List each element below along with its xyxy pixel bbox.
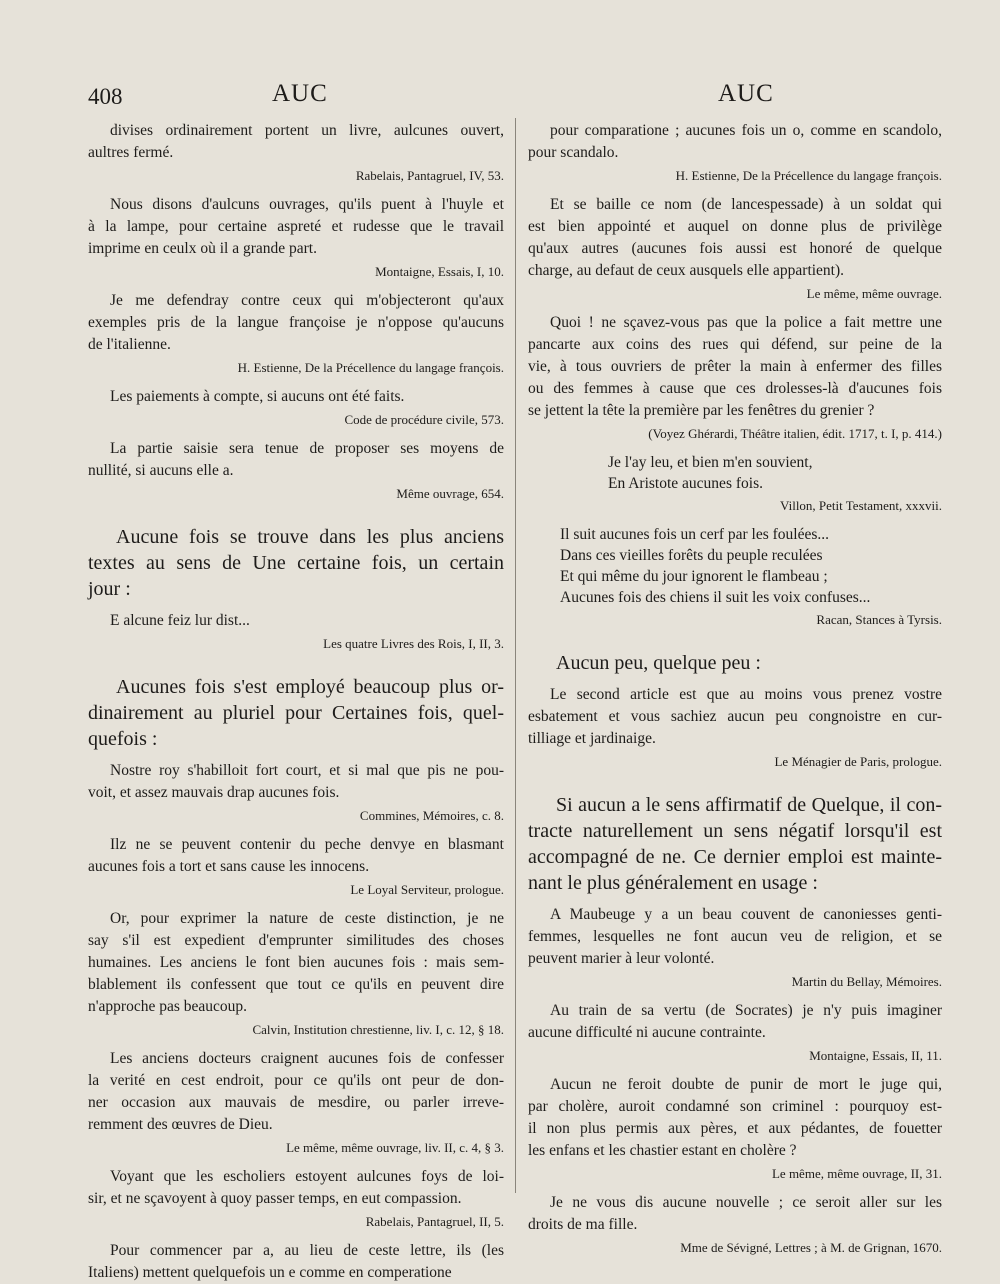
text-line: pour scandalo.	[528, 144, 619, 161]
entry	[88, 1240, 504, 1284]
text-line: Aucunes fois des chiens il suit les voix confuses...	[560, 589, 871, 606]
text-line: divises ordinairement portent un livre, aulcunes ouvert,	[110, 122, 504, 139]
text-line: est bien appointé et auquel on donne plus de privilège	[528, 218, 942, 235]
text-line: les enfans et les chastier estant en cholère ?	[528, 1142, 797, 1159]
right-column	[528, 120, 942, 1266]
text-line: Pour commencer par a, au lieu de ceste lettre, ils (les	[110, 1242, 504, 1259]
text-line: Et se baille ce nom (de lancespessade) à un soldat qui	[550, 196, 942, 213]
text-line: humaines. Les anciens le font bien aucunes fois : mais sem-	[88, 954, 504, 971]
entry	[528, 904, 942, 1000]
text-line: Nous disons d'aulcuns ouvrages, qu'ils puent à l'huyle et	[110, 196, 504, 213]
running-head-right: AUC	[718, 80, 774, 107]
text-line: say s'il est expedient d'emprunter similitudes des choses	[88, 932, 504, 949]
entry	[88, 194, 504, 290]
text-line: Il suit aucunes fois un cerf par les foulées...	[560, 526, 830, 543]
text-line: Nostre roy s'habilloit fort court, et si mal que pis ne pou-	[110, 762, 504, 779]
citation: Le même, même ouvrage, II, 31.	[771, 1166, 942, 1181]
text-line: il non plus permis aux pères, et aux pédantes, de fouetter	[528, 1120, 942, 1137]
text-line: de l'italienne.	[88, 336, 171, 353]
text-line: Au train de sa vertu (de Socrates) je n'y puis imaginer	[550, 1002, 942, 1019]
entry	[528, 120, 942, 194]
entry	[528, 792, 942, 896]
text-line: par cholère, auroit condamné son criminel : pourquoy est-	[528, 1098, 942, 1115]
citation: Rabelais, Pantagruel, II, 5.	[365, 1214, 504, 1229]
heading-line: Si aucun a le sens affirmatif de Quelque, il con-	[556, 794, 942, 816]
text-line: A Maubeuge y a un beau couvent de canoniesses genti-	[550, 906, 942, 923]
text-line: Dans ces vieilles forêts du peuple reculées	[560, 547, 823, 564]
text-line: Je l'ay leu, et bien m'en souvient,	[608, 454, 813, 471]
text-line: tilliage et jardinaige.	[528, 730, 656, 747]
entry	[88, 1048, 504, 1166]
heading-line: tracte naturellement un sens négatif lorsqu'il est	[528, 820, 942, 842]
text-line: La partie saisie sera tenue de proposer ses moyens de	[110, 440, 504, 457]
text-line: Quoi ! ne sçavez-vous pas que la police a fait mettre une	[550, 314, 942, 331]
entry	[88, 908, 504, 1048]
heading-line: jour :	[88, 578, 131, 600]
entry	[88, 610, 504, 662]
text-line: Italiens) mettent quelquefois un e comme en comperatione	[88, 1264, 452, 1281]
text-line: exemples pris de la langue françoise je n'oppose qu'aucuns	[88, 314, 504, 331]
citation: H. Estienne, De la Précellence du langage françois.	[675, 168, 942, 183]
text-line: ou des femmes à cause que ces drolesses-là d'aucunes fois	[528, 380, 942, 397]
entry	[528, 650, 942, 676]
citation: Martin du Bellay, Mémoires.	[791, 974, 942, 989]
citation: Code de procédure civile, 573.	[344, 412, 504, 427]
text-line: sir, et ne sçavoyent à quoy passer temps, en eut compassion.	[88, 1190, 462, 1207]
text-line: qu'aux autres (aucunes fois aussi est honoré de quelque	[528, 240, 942, 257]
text-line: droits de ma fille.	[528, 1216, 638, 1233]
text-line: vie, à tous ouvriers de prêter la main à enfermer des filles	[528, 358, 942, 375]
text-line: Et qui même du jour ignorent le flambeau ;	[560, 568, 828, 585]
left-column	[88, 120, 504, 1284]
text-line: se jettent la tête la première par les fenêtres du grenier ?	[528, 402, 875, 419]
citation: Montaigne, Essais, I, 10.	[375, 264, 504, 279]
page-number: 408	[88, 84, 123, 109]
running-head-left: AUC	[272, 80, 328, 107]
text-line: remment des œuvres de Dieu.	[88, 1116, 273, 1133]
citation: Calvin, Institution chrestienne, liv. I, c. 12, § 18.	[252, 1022, 504, 1037]
text-line: Ilz ne se peuvent contenir du peche denvye en blasmant	[110, 836, 504, 853]
text-line: Les anciens docteurs craignent aucunes fois de confesser	[110, 1050, 504, 1067]
citation: Rabelais, Pantagruel, IV, 53.	[355, 168, 504, 183]
entry	[88, 674, 504, 752]
text-line: imprime en ceulx où il a grande part.	[88, 240, 317, 257]
citation: Les quatre Livres des Rois, I, II, 3.	[323, 636, 504, 651]
citation: Racan, Stances à Tyrsis.	[816, 612, 942, 627]
text-line: la verité en cest endroit, pour ce qu'ils ont peur de don-	[88, 1072, 504, 1089]
column-divider	[515, 118, 516, 1193]
text-line: aultres fermé.	[88, 144, 174, 161]
text-line: Aucun ne feroit doubte de punir de mort le juge qui,	[550, 1076, 942, 1093]
entry	[528, 194, 942, 312]
text-line: Voyant que les escholiers estoyent aulcunes foys de loi-	[110, 1168, 504, 1185]
entry	[528, 452, 942, 524]
text-line: femmes, lesquelles ne font aucun veu de religion, et se	[528, 928, 942, 945]
citation: (Voyez Ghérardi, Théâtre italien, édit. 1717, t. I, p. 414.)	[648, 426, 942, 441]
text-line: nullité, si aucuns elle a.	[88, 462, 234, 479]
text-line: n'approche pas beaucoup.	[88, 998, 248, 1015]
citation: Même ouvrage, 654.	[396, 486, 504, 501]
text-line: voit, et assez mauvais drap aucunes fois.	[88, 784, 340, 801]
citation: Le même, même ouvrage.	[806, 286, 942, 301]
heading-line: Aucune fois se trouve dans les plus anciens	[116, 526, 504, 548]
heading-line: nant le plus généralement en usage :	[528, 872, 818, 894]
entry	[88, 290, 504, 386]
entry	[528, 524, 942, 638]
entry	[88, 1166, 504, 1240]
heading-line: textes au sens de Une certaine fois, un certain	[88, 552, 504, 574]
text-line: Je ne vous dis aucune nouvelle ; ce seroit aller sur les	[550, 1194, 942, 1211]
text-line: blablement ils confessent que tout ce qu'ils en peuvent dire	[88, 976, 504, 993]
heading-line: Aucun peu, quelque peu :	[556, 652, 761, 674]
entry	[88, 438, 504, 512]
citation: Commines, Mémoires, c. 8.	[359, 808, 504, 823]
citation: Montaigne, Essais, II, 11.	[809, 1048, 942, 1063]
heading-line: Aucunes fois s'est employé beaucoup plus or-	[116, 676, 504, 698]
text-line: ner occasion aux mauvais de mesdire, ou parler irreve-	[88, 1094, 504, 1111]
entry	[88, 386, 504, 438]
entry	[528, 1192, 942, 1266]
text-line: pancarte aux coins des rues qui défend, sur peine de la	[528, 336, 942, 353]
citation: H. Estienne, De la Précellence du langage françois.	[237, 360, 504, 375]
entry	[528, 312, 942, 452]
citation: Le Ménagier de Paris, prologue.	[774, 754, 942, 769]
text-line: charge, au defaut de ceux ausquels elle appartient).	[528, 262, 845, 279]
heading-line: dinairement au pluriel pour Certaines fois, quel-	[88, 702, 504, 724]
entry	[88, 120, 504, 194]
entry	[88, 834, 504, 908]
text-line: aucunes fois a tort et sans cause les innocens.	[88, 858, 370, 875]
text-line: à la lampe, pour certaine aspreté et rudesse que le travail	[88, 218, 504, 235]
text-line: aucune difficulté ni aucune contrainte.	[528, 1024, 766, 1041]
text-line: Le second article est que au moins vous prenez vostre	[550, 686, 942, 703]
text-line: Or, pour exprimer la nature de ceste distinction, je ne	[110, 910, 504, 927]
citation: Le même, même ouvrage, liv. II, c. 4, § 3.	[286, 1140, 504, 1155]
entry	[528, 1000, 942, 1074]
entry	[528, 1074, 942, 1192]
text-line: E alcune feiz lur dist...	[110, 612, 250, 629]
text-line: pour comparatione ; aucunes fois un o, comme en scandolo,	[550, 122, 942, 139]
citation: Mme de Sévigné, Lettres ; à M. de Grignan, 1670.	[680, 1240, 942, 1255]
citation: Le Loyal Serviteur, prologue.	[350, 882, 504, 897]
text-line: Les paiements à compte, si aucuns ont été faits.	[110, 388, 405, 405]
text-line: esbatement et vous sachiez aucun peu congnoistre en cur-	[528, 708, 942, 725]
text-line: Je me defendray contre ceux qui m'objecteront qu'aux	[110, 292, 504, 309]
text-line: En Aristote aucunes fois.	[608, 475, 763, 492]
entry	[88, 760, 504, 834]
heading-line: accompagné de ne. Ce dernier emploi est mainte-	[528, 846, 942, 868]
entry	[528, 684, 942, 780]
entry	[88, 524, 504, 602]
heading-line: quefois :	[88, 728, 158, 750]
citation: Villon, Petit Testament, xxxvii.	[779, 498, 942, 513]
text-line: peuvent marier à leur volonté.	[528, 950, 715, 967]
